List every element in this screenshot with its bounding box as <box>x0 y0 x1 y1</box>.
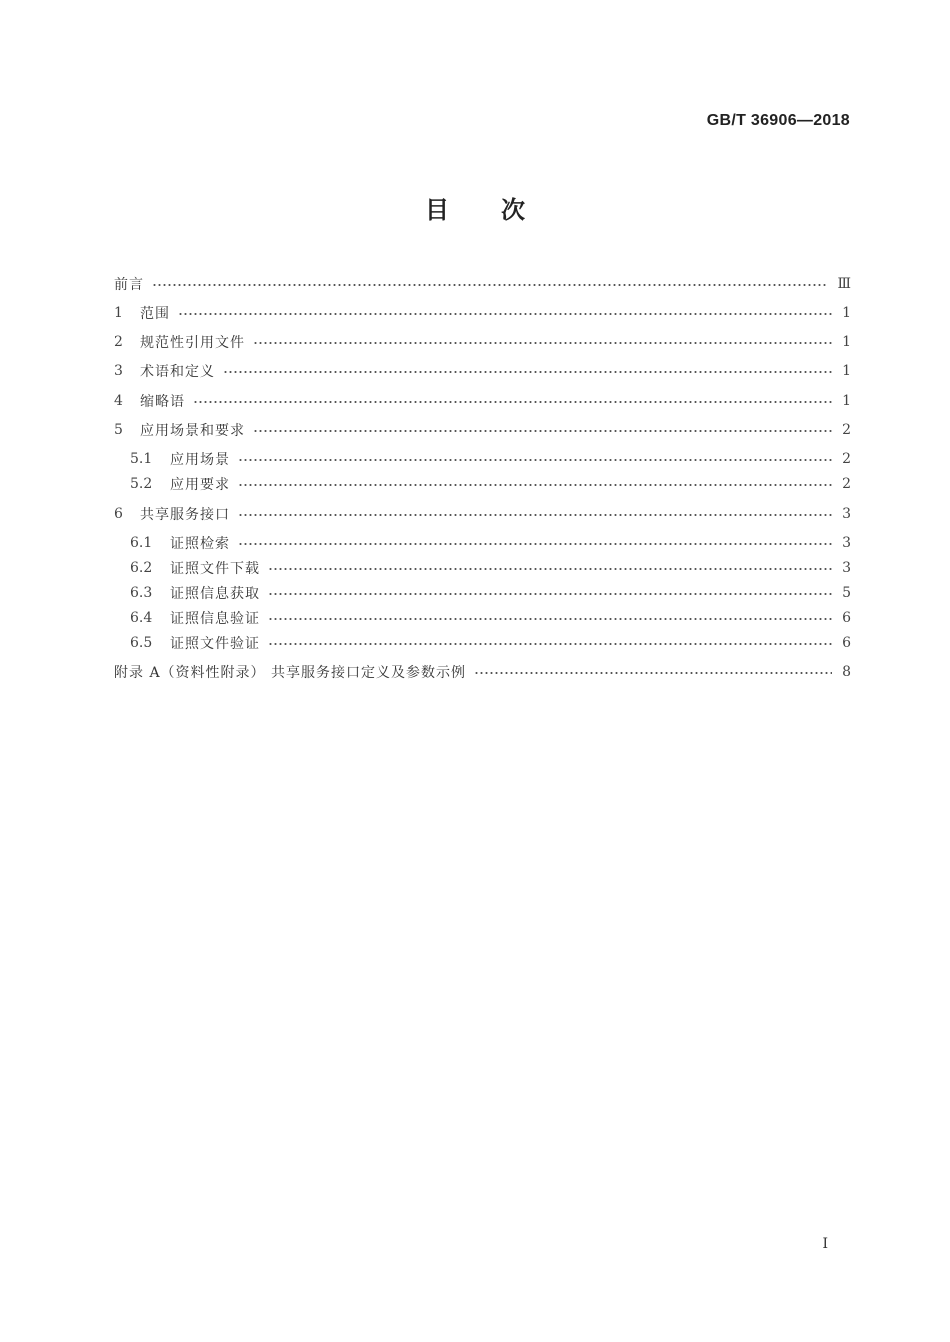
toc-entry-number: 6.5 <box>130 635 153 651</box>
toc-entry-page: 3 <box>842 535 851 551</box>
toc-entry-label: 规范性引用文件 <box>140 335 245 351</box>
toc-entry-label: 范围 <box>140 306 170 322</box>
toc-entry-3[interactable] <box>114 359 851 383</box>
toc-leader-dots <box>152 284 827 286</box>
toc-entry-5-2[interactable] <box>130 472 851 496</box>
toc-leader-dots <box>253 430 832 432</box>
toc-leader-dots <box>238 484 832 486</box>
toc-entry-page: 1 <box>842 363 851 379</box>
toc-leader-dots <box>268 618 832 620</box>
toc-entry-1[interactable] <box>114 301 851 325</box>
toc-entry-number: 3 <box>114 363 123 379</box>
toc-entry-label: 证照文件下载 <box>170 561 260 577</box>
toc-entry-6-5[interactable] <box>130 631 851 655</box>
toc-entry-foreword[interactable] <box>114 272 851 296</box>
toc-entry-page: 1 <box>842 305 851 321</box>
toc-entry-page: 1 <box>842 393 851 409</box>
page-number: Ⅰ <box>822 1236 828 1252</box>
toc-entry-label: 应用要求 <box>170 477 230 493</box>
toc-entry-number: 5.2 <box>130 476 153 492</box>
toc-leader-dots <box>193 401 832 403</box>
toc-entry-label: 缩略语 <box>140 394 185 410</box>
toc-entry-page: 6 <box>842 635 851 651</box>
toc-leader-dots <box>268 593 832 595</box>
toc-entry-label: 证照信息验证 <box>170 611 260 627</box>
toc-leader-dots <box>268 568 832 570</box>
toc-entry-6-1[interactable] <box>130 531 851 555</box>
toc-entry-6-2[interactable] <box>130 556 851 580</box>
toc-leader-dots <box>238 459 832 461</box>
toc-leader-dots <box>474 672 832 674</box>
toc-entry-number: 6 <box>114 506 123 522</box>
document-code: GB/T 36906—2018 <box>706 112 850 129</box>
toc-entry-number: 5 <box>114 422 123 438</box>
toc-entry-6[interactable] <box>114 502 851 526</box>
toc-entry-page: 2 <box>842 422 851 438</box>
toc-entry-number: 6.3 <box>130 585 153 601</box>
toc-entry-number: 6.4 <box>130 610 153 626</box>
toc-leader-dots <box>268 643 832 645</box>
toc-entry-5[interactable] <box>114 418 851 442</box>
toc-entry-label: 术语和定义 <box>140 364 215 380</box>
toc-entry-page: 8 <box>842 664 851 680</box>
toc-leader-dots <box>238 543 832 545</box>
toc-entry-page: 2 <box>842 476 851 492</box>
toc-title <box>0 190 950 225</box>
toc-leader-dots <box>178 313 832 315</box>
toc-entry-label: 前言 <box>114 277 144 293</box>
toc-entry-2[interactable] <box>114 330 851 354</box>
toc-entry-5-1[interactable] <box>130 447 851 471</box>
toc-entry-label: 证照文件验证 <box>170 636 260 652</box>
toc-entry-number: 6.2 <box>130 560 153 576</box>
toc-entry-number: 2 <box>114 334 123 350</box>
toc-entry-label: 证照信息获取 <box>170 586 260 602</box>
toc-leader-dots <box>253 342 832 344</box>
toc-entry-page: 2 <box>842 451 851 467</box>
toc-entry-label: 附录 A（资料性附录） 共享服务接口定义及参数示例 <box>114 665 467 681</box>
toc-entry-label: 应用场景和要求 <box>140 423 245 439</box>
toc-entry-label: 共享服务接口 <box>140 507 230 523</box>
toc-entry-annex-a[interactable] <box>114 660 851 684</box>
toc-entry-4[interactable] <box>114 389 851 413</box>
toc-entry-number: 1 <box>114 305 123 321</box>
toc-entry-page: 5 <box>842 585 851 601</box>
toc-entry-page: Ⅲ <box>837 276 851 292</box>
toc-entry-number: 5.1 <box>130 451 153 467</box>
toc-entry-label: 应用场景 <box>170 452 230 468</box>
toc-leader-dots <box>238 514 832 516</box>
toc-entry-page: 3 <box>842 560 851 576</box>
toc-entry-label: 证照检索 <box>170 536 230 552</box>
toc-entry-page: 3 <box>842 506 851 522</box>
toc-entry-page: 6 <box>842 610 851 626</box>
toc-entry-number: 4 <box>114 393 123 409</box>
toc-leader-dots <box>223 371 832 373</box>
toc-title-char-2: 次 <box>501 196 525 224</box>
toc-entry-6-3[interactable] <box>130 581 851 605</box>
toc-entry-6-4[interactable] <box>130 606 851 630</box>
toc-entry-page: 1 <box>842 334 851 350</box>
toc-title-char-1: 目 <box>425 196 449 224</box>
toc-entry-number: 6.1 <box>130 535 153 551</box>
